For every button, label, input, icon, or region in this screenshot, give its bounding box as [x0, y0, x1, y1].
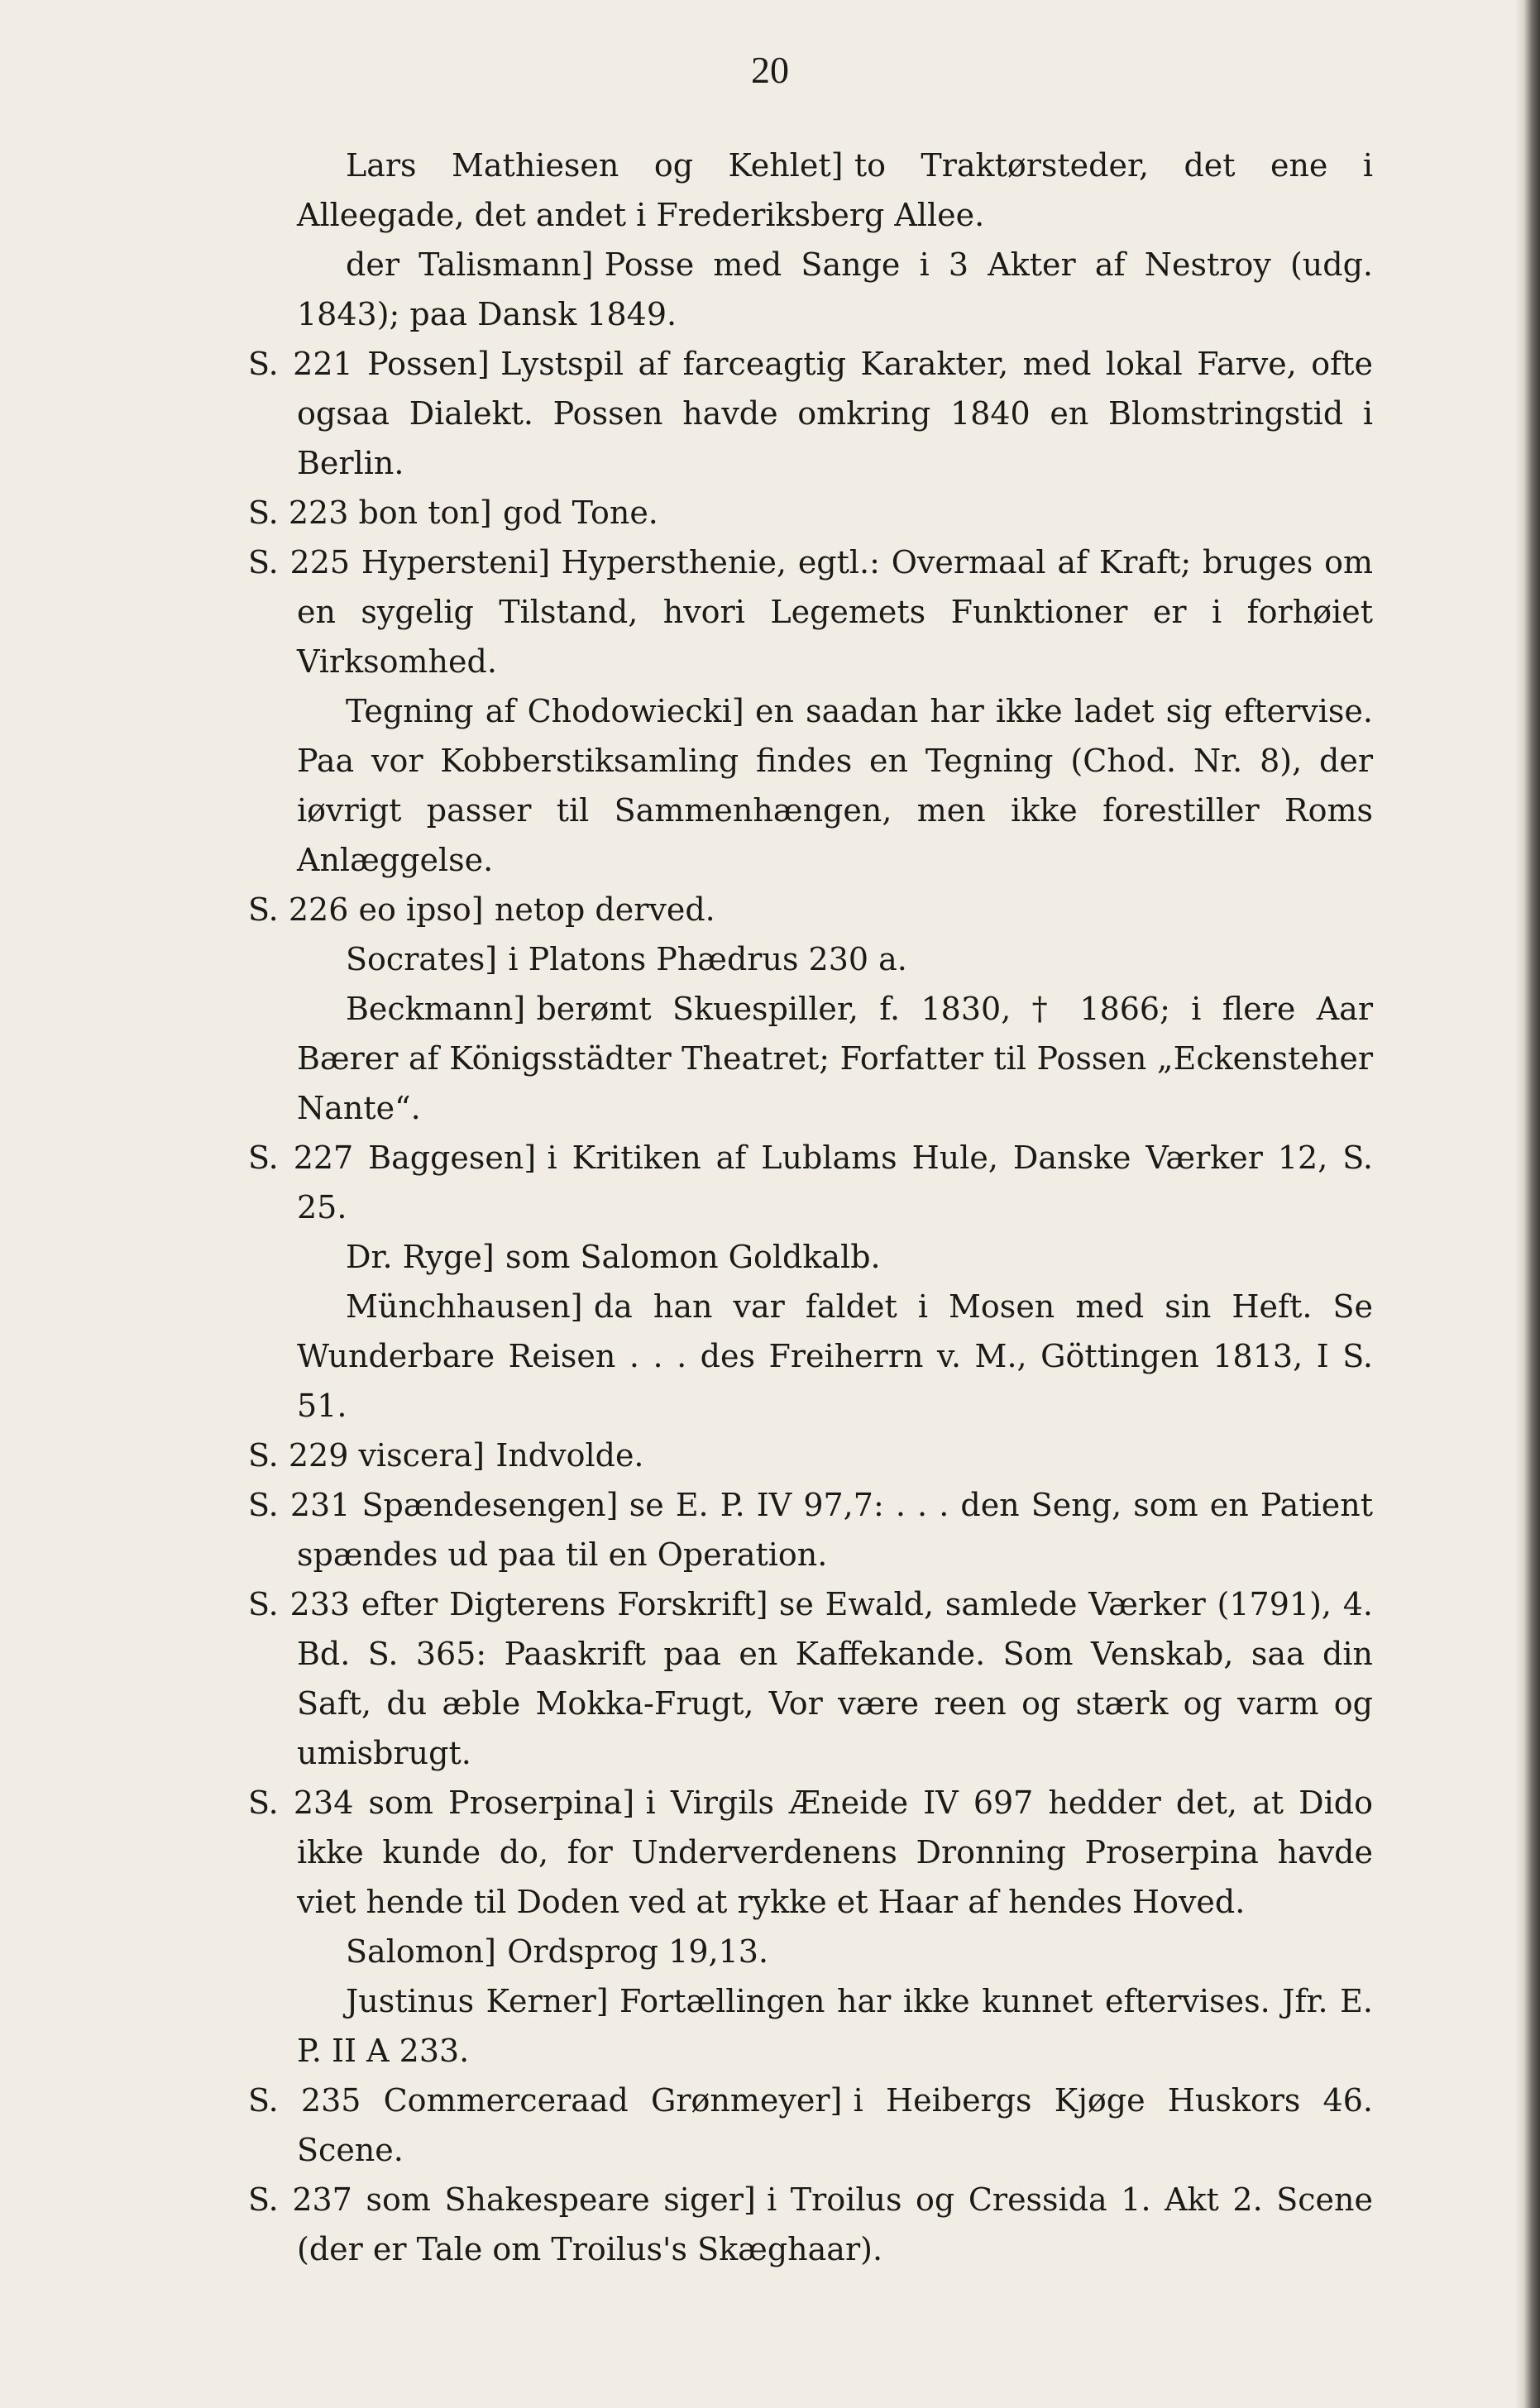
note-entry	[248, 1579, 1373, 1778]
note-entry	[248, 538, 1373, 686]
note-ref: S. 225	[248, 544, 351, 580]
note-entry	[248, 1232, 1373, 1282]
note-entry	[248, 339, 1373, 488]
page-number: 20	[751, 49, 789, 91]
note-text: god Tone.	[502, 494, 658, 531]
note-lemma: Tegning af Chodowiecki]	[346, 693, 744, 729]
note-entry	[248, 1480, 1373, 1579]
page-edge	[1515, 0, 1540, 2408]
note-text: Lystspil af farceagtig Karakter, med lokal Farve, ofte ogsaa Dialekt. Possen havde omkring 1840 en Blomstringstid i Berlin.	[297, 346, 1373, 481]
note-lemma: Justinus Kerner]	[346, 1983, 609, 2019]
note-text: Fortællingen har ikke kunnet eftervises. Jfr. E. P. II A 233.	[297, 1983, 1373, 2069]
note-lemma: Münchhausen]	[346, 1288, 583, 1325]
note-text: se E. P. IV 97,7: . . . den Seng, som en Patient spændes ud paa til en Operation.	[297, 1487, 1373, 1573]
note-ref: S. 234	[248, 1784, 354, 1821]
note-entry	[248, 1133, 1373, 1232]
note-text: Hypersthenie, egtl.: Overmaal af Kraft; bruges om en sygelig Tilstand, hvori Legemets Funktioner er i forhøiet Virksomhed.	[297, 544, 1373, 680]
note-entry	[248, 1431, 1373, 1480]
note-ref: S. 229	[248, 1437, 349, 1474]
note-text: da han var faldet i Mosen med sin Heft. Se Wunderbare Reisen . . . des Freiherrn v. M., Göttingen 1813, I S. 51.	[297, 1288, 1373, 1424]
note-ref: S. 231	[248, 1487, 351, 1523]
note-lemma: Beckmann]	[346, 991, 526, 1027]
note-lemma: Salomon]	[346, 1933, 496, 1970]
note-entry	[248, 1976, 1373, 2076]
note-text: i Virgils Æneide IV 697 hedder det, at Dido ikke kunde do, for Underverdenens Dronning Proserpina havde viet hende til Doden ved at rykke et Haar af hendes Hoved.	[297, 1784, 1373, 1920]
note-ref: S. 226	[248, 891, 349, 928]
note-ref: S. 237	[248, 2181, 352, 2218]
note-lemma: Socrates]	[346, 941, 498, 977]
note-text: i Kritiken af Lublams Hule, Danske Værker 12, S. 25.	[297, 1140, 1373, 1226]
note-text: netop derved.	[494, 891, 715, 928]
note-ref: S. 227	[248, 1140, 354, 1176]
note-entry	[248, 984, 1373, 1133]
note-entry	[248, 141, 1373, 240]
note-text: Posse med Sange i 3 Akter af Nestroy (udg. 1843); paa Dansk 1849.	[297, 246, 1373, 332]
note-lemma: som Shakespeare siger]	[366, 2181, 756, 2218]
note-entry	[248, 885, 1373, 934]
note-text: to Traktørsteder, det ene i Alleegade, det andet i Frederiksberg Allee.	[297, 147, 1373, 233]
note-entry	[248, 488, 1373, 538]
note-text: en saadan har ikke ladet sig eftervise. Paa vor Kobberstiksamling findes en Tegning (Chod. Nr. 8), der iøvrigt passer til Sammenhængen, men ikke forestiller Roms Anlæggelse.	[297, 693, 1373, 878]
note-lemma: viscera]	[358, 1437, 485, 1474]
note-text: som Salomon Goldkalb.	[505, 1239, 881, 1275]
note-entry	[248, 2076, 1373, 2175]
note-lemma: der Talismann]	[346, 246, 594, 283]
note-ref: S. 221	[248, 346, 353, 382]
note-entry	[248, 686, 1373, 885]
note-text: i Troilus og Cressida 1. Akt 2. Scene (der er Tale om Troilus's Skæghaar).	[297, 2181, 1373, 2267]
note-lemma: eo ipso]	[358, 891, 484, 928]
note-entry	[248, 240, 1373, 339]
note-entry	[248, 1778, 1373, 1927]
note-lemma: efter Digterens Forskrift]	[361, 1586, 768, 1622]
note-text: Ordsprog 19,13.	[507, 1933, 769, 1970]
note-lemma: Dr. Ryge]	[346, 1239, 495, 1275]
note-entry	[248, 1927, 1373, 1976]
note-ref: S. 235	[248, 2082, 361, 2119]
note-entry	[248, 934, 1373, 984]
note-lemma: Possen]	[367, 346, 490, 382]
note-lemma: Spændesengen]	[361, 1487, 619, 1523]
note-text: i Heibergs Kjøge Huskors 46. Scene.	[297, 2082, 1373, 2168]
note-text: i Platons Phædrus 230 a.	[508, 941, 907, 977]
note-lemma: bon ton]	[358, 494, 492, 531]
note-text: berømt Skuespiller, f. 1830, † 1866; i flere Aar Bærer af Königsstädter Theatret; Forfatter til Possen „Eckensteher Nante“.	[297, 991, 1373, 1126]
note-lemma: Commerceraad Grønmeyer]	[383, 2082, 843, 2119]
note-lemma: Hypersteni]	[361, 544, 551, 580]
note-text: se Ewald, samlede Værker (1791), 4. Bd. S. 365: Paaskrift paa en Kaffekande. Som Venskab, saa din Saft, du æble Mokka-Frugt, Vor være reen og stærk og varm og umisbrugt.	[297, 1586, 1373, 1771]
commentary-text	[248, 141, 1373, 2274]
note-entry	[248, 2175, 1373, 2274]
note-lemma: Lars Mathiesen og Kehlet]	[346, 147, 844, 184]
note-ref: S. 233	[248, 1586, 351, 1622]
note-entry	[248, 1282, 1373, 1431]
note-text: Indvolde.	[495, 1437, 644, 1474]
note-lemma: Baggesen]	[368, 1140, 537, 1176]
note-ref: S. 223	[248, 494, 349, 531]
note-lemma: som Proserpina]	[368, 1784, 635, 1821]
